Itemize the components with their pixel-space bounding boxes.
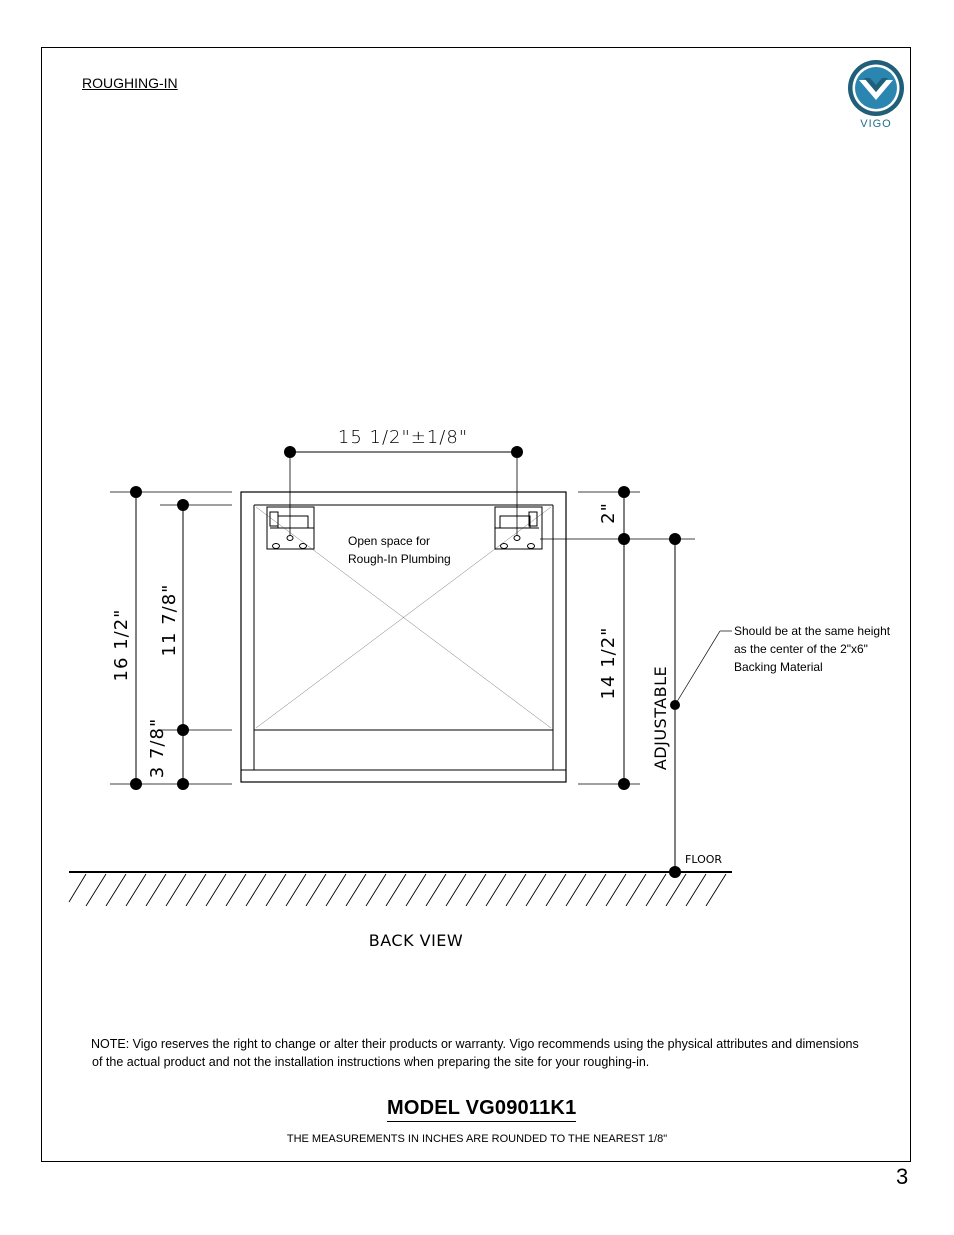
note-line-2: of the actual product and not the installation instructions when preparing the site for your roughing-in. [92,1055,650,1069]
open-space-label-line2: Rough-In Plumbing [348,552,451,566]
logo-text: VIGO [860,118,892,130]
callout-line2: as the center of the 2"x6" [734,642,868,656]
callout-line1: Should be at the same height [734,624,891,638]
open-space-label-line1: Open space for [348,534,431,548]
bottom-height-label: 3 7/8" [147,717,168,779]
floor-hatch [69,874,726,906]
callout-line3: Backing Material [734,660,823,674]
section-title: ROUGHING-IN [82,75,178,91]
disclaimer-note [91,1035,881,1071]
rounding-note: THE MEASUREMENTS IN INCHES ARE ROUNDED TO THE NEAREST 1/8" [286,1133,668,1145]
floor-label: FLOOR [685,853,723,866]
inner-height-label: 11 7/8" [159,583,180,657]
adjustable-label: ADJUSTABLE [651,665,670,771]
page-number: 3 [896,1164,909,1189]
left-mounting-bracket [267,507,314,549]
mount-height-label: 14 1/2" [598,626,619,700]
view-label: BACK VIEW [368,931,464,950]
right-mounting-bracket [495,507,542,549]
model-title: MODEL VG09011K1 [387,1097,576,1122]
width-dimension-label: 15 1/2"±1/8" [337,427,469,448]
top-offset-label: 2" [598,502,619,524]
overall-height-label: 16 1/2" [111,608,132,682]
note-line-1: NOTE: Vigo reserves the right to change or alter their products or warranty. Vigo recommends using the physical attributes and dimensions [91,1037,859,1051]
